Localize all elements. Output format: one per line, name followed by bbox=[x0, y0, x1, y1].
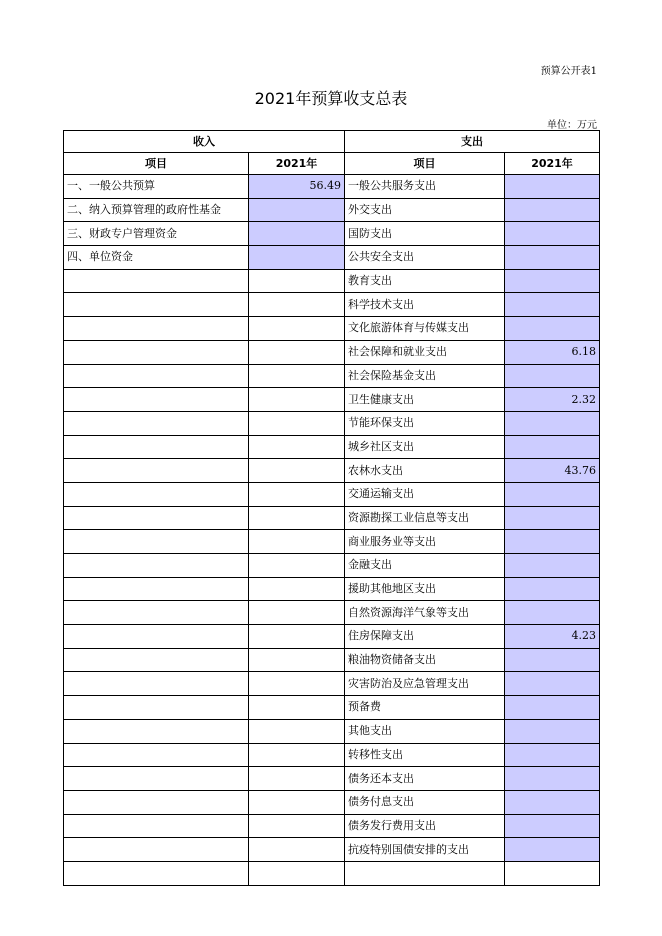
income-item-cell bbox=[64, 696, 249, 720]
expenditure-value-cell bbox=[505, 601, 600, 625]
income-item-cell bbox=[64, 625, 249, 649]
income-value-cell: 56.49 bbox=[249, 175, 345, 199]
income-item-cell bbox=[64, 269, 249, 293]
expenditure-item-cell: 住房保障支出 bbox=[345, 625, 505, 649]
income-item-cell: 一、一般公共预算 bbox=[64, 175, 249, 199]
expenditure-value-cell bbox=[505, 838, 600, 862]
income-item-cell bbox=[64, 506, 249, 530]
expenditure-item-cell: 一般公共服务支出 bbox=[345, 175, 505, 199]
expenditure-value-cell bbox=[505, 648, 600, 672]
expenditure-value-cell bbox=[505, 482, 600, 506]
group-header-row bbox=[64, 131, 600, 153]
table-row bbox=[64, 293, 600, 317]
table-row bbox=[64, 672, 600, 696]
expenditure-item-cell: 交通运输支出 bbox=[345, 482, 505, 506]
expenditure-item-cell: 外交支出 bbox=[345, 198, 505, 222]
page-title: 2021年预算收支总表 bbox=[254, 89, 408, 108]
income-item-cell: 三、财政专户管理资金 bbox=[64, 222, 249, 246]
income-item-cell bbox=[64, 364, 249, 388]
expenditure-item-cell: 其他支出 bbox=[345, 719, 505, 743]
income-item-header: 项目 bbox=[64, 153, 249, 175]
expenditure-value-cell bbox=[505, 577, 600, 601]
income-item-cell bbox=[64, 411, 249, 435]
expenditure-value-cell bbox=[505, 696, 600, 720]
expenditure-value-cell bbox=[505, 530, 600, 554]
expenditure-value-cell bbox=[505, 672, 600, 696]
expenditure-item-cell: 转移性支出 bbox=[345, 743, 505, 767]
income-value-cell bbox=[249, 506, 345, 530]
income-item-cell bbox=[64, 317, 249, 341]
income-value-cell bbox=[249, 790, 345, 814]
expenditure-value-cell bbox=[505, 435, 600, 459]
budget-table bbox=[63, 130, 600, 886]
income-value-cell bbox=[249, 269, 345, 293]
income-value-cell bbox=[249, 530, 345, 554]
income-value-cell bbox=[249, 719, 345, 743]
expenditure-value-cell bbox=[505, 814, 600, 838]
expenditure-value-cell: 4.23 bbox=[505, 625, 600, 649]
unit-label: 单位：万元 bbox=[547, 120, 597, 131]
expenditure-value-cell bbox=[505, 861, 600, 885]
income-value-cell bbox=[249, 459, 345, 483]
table-row bbox=[64, 814, 600, 838]
income-item-cell bbox=[64, 482, 249, 506]
income-item-cell bbox=[64, 838, 249, 862]
expenditure-header: 支出 bbox=[345, 131, 600, 153]
income-value-cell bbox=[249, 293, 345, 317]
income-item-cell bbox=[64, 672, 249, 696]
expenditure-item-cell: 社会保障和就业支出 bbox=[345, 340, 505, 364]
expenditure-item-header: 项目 bbox=[345, 153, 505, 175]
expenditure-item-cell: 援助其他地区支出 bbox=[345, 577, 505, 601]
income-value-cell bbox=[249, 838, 345, 862]
income-value-cell bbox=[249, 554, 345, 578]
expenditure-item-cell: 金融支出 bbox=[345, 554, 505, 578]
expenditure-item-cell: 商业服务业等支出 bbox=[345, 530, 505, 554]
table-row bbox=[64, 696, 600, 720]
expenditure-item-cell: 节能环保支出 bbox=[345, 411, 505, 435]
expenditure-value-cell bbox=[505, 198, 600, 222]
income-item-cell bbox=[64, 814, 249, 838]
table-row bbox=[64, 388, 600, 412]
income-value-cell bbox=[249, 672, 345, 696]
income-item-cell: 二、纳入预算管理的政府性基金 bbox=[64, 198, 249, 222]
income-value-cell bbox=[249, 411, 345, 435]
table-row bbox=[64, 790, 600, 814]
expenditure-value-cell bbox=[505, 364, 600, 388]
expenditure-value-cell bbox=[505, 767, 600, 791]
table-row bbox=[64, 246, 600, 270]
expenditure-item-cell: 预备费 bbox=[345, 696, 505, 720]
income-item-cell bbox=[64, 530, 249, 554]
expenditure-item-cell: 债务付息支出 bbox=[345, 790, 505, 814]
expenditure-value-cell bbox=[505, 269, 600, 293]
table-row bbox=[64, 530, 600, 554]
expenditure-value-cell: 2.32 bbox=[505, 388, 600, 412]
table-row bbox=[64, 222, 600, 246]
income-item-cell bbox=[64, 648, 249, 672]
income-value-cell bbox=[249, 861, 345, 885]
table-row bbox=[64, 198, 600, 222]
table-row bbox=[64, 317, 600, 341]
column-header-row bbox=[64, 153, 600, 175]
expenditure-item-cell: 卫生健康支出 bbox=[345, 388, 505, 412]
expenditure-item-cell: 公共安全支出 bbox=[345, 246, 505, 270]
income-item-cell bbox=[64, 790, 249, 814]
table-row bbox=[64, 625, 600, 649]
expenditure-value-cell bbox=[505, 506, 600, 530]
table-row bbox=[64, 577, 600, 601]
table-row bbox=[64, 861, 600, 885]
income-item-cell bbox=[64, 577, 249, 601]
income-item-cell bbox=[64, 601, 249, 625]
income-item-cell bbox=[64, 743, 249, 767]
expenditure-value-cell bbox=[505, 719, 600, 743]
income-value-cell bbox=[249, 696, 345, 720]
income-value-cell bbox=[249, 340, 345, 364]
expenditure-item-cell: 国防支出 bbox=[345, 222, 505, 246]
table-row bbox=[64, 364, 600, 388]
income-item-cell: 四、单位资金 bbox=[64, 246, 249, 270]
table-row bbox=[64, 340, 600, 364]
expenditure-item-cell: 农林水支出 bbox=[345, 459, 505, 483]
income-item-cell bbox=[64, 554, 249, 578]
table-row bbox=[64, 435, 600, 459]
income-header: 收入 bbox=[64, 131, 345, 153]
table-row bbox=[64, 459, 600, 483]
expenditure-item-cell: 灾害防治及应急管理支出 bbox=[345, 672, 505, 696]
income-value-cell bbox=[249, 364, 345, 388]
income-value-cell bbox=[249, 222, 345, 246]
expenditure-value-cell: 6.18 bbox=[505, 340, 600, 364]
expenditure-item-cell: 城乡社区支出 bbox=[345, 435, 505, 459]
expenditure-value-cell bbox=[505, 246, 600, 270]
expenditure-value-cell bbox=[505, 293, 600, 317]
income-item-cell bbox=[64, 293, 249, 317]
expenditure-item-cell: 抗疫特别国债安排的支出 bbox=[345, 838, 505, 862]
expenditure-item-cell: 文化旅游体育与传媒支出 bbox=[345, 317, 505, 341]
income-value-cell bbox=[249, 482, 345, 506]
table-row bbox=[64, 648, 600, 672]
table-row bbox=[64, 719, 600, 743]
income-value-cell bbox=[249, 767, 345, 791]
table-row bbox=[64, 838, 600, 862]
expenditure-year-header: 2021年 bbox=[505, 153, 600, 175]
expenditure-value-cell bbox=[505, 554, 600, 578]
expenditure-item-cell: 债务还本支出 bbox=[345, 767, 505, 791]
table-row bbox=[64, 411, 600, 435]
income-value-cell bbox=[249, 648, 345, 672]
expenditure-item-cell: 资源勘探工业信息等支出 bbox=[345, 506, 505, 530]
table-row bbox=[64, 601, 600, 625]
income-value-cell bbox=[249, 388, 345, 412]
income-value-cell bbox=[249, 435, 345, 459]
expenditure-item-cell: 社会保险基金支出 bbox=[345, 364, 505, 388]
table-row bbox=[64, 554, 600, 578]
income-item-cell bbox=[64, 861, 249, 885]
expenditure-item-cell: 教育支出 bbox=[345, 269, 505, 293]
expenditure-item-cell: 自然资源海洋气象等支出 bbox=[345, 601, 505, 625]
income-value-cell bbox=[249, 577, 345, 601]
expenditure-item-cell: 粮油物资储备支出 bbox=[345, 648, 505, 672]
income-item-cell bbox=[64, 767, 249, 791]
income-value-cell bbox=[249, 814, 345, 838]
expenditure-value-cell bbox=[505, 790, 600, 814]
expenditure-value-cell bbox=[505, 222, 600, 246]
income-value-cell bbox=[249, 625, 345, 649]
document-code: 预算公开表1 bbox=[540, 66, 597, 77]
income-value-cell bbox=[249, 198, 345, 222]
expenditure-value-cell bbox=[505, 411, 600, 435]
income-value-cell bbox=[249, 317, 345, 341]
income-item-cell bbox=[64, 435, 249, 459]
income-value-cell bbox=[249, 743, 345, 767]
expenditure-value-cell bbox=[505, 175, 600, 199]
expenditure-value-cell: 43.76 bbox=[505, 459, 600, 483]
income-value-cell bbox=[249, 601, 345, 625]
income-item-cell bbox=[64, 719, 249, 743]
table-row bbox=[64, 506, 600, 530]
income-value-cell bbox=[249, 246, 345, 270]
table-row bbox=[64, 743, 600, 767]
table-row bbox=[64, 767, 600, 791]
income-year-header: 2021年 bbox=[249, 153, 345, 175]
income-item-cell bbox=[64, 459, 249, 483]
table-row bbox=[64, 175, 600, 199]
income-item-cell bbox=[64, 340, 249, 364]
expenditure-item-cell bbox=[345, 861, 505, 885]
table-row bbox=[64, 269, 600, 293]
expenditure-value-cell bbox=[505, 317, 600, 341]
expenditure-value-cell bbox=[505, 743, 600, 767]
expenditure-item-cell: 债务发行费用支出 bbox=[345, 814, 505, 838]
expenditure-item-cell: 科学技术支出 bbox=[345, 293, 505, 317]
table-row bbox=[64, 482, 600, 506]
income-item-cell bbox=[64, 388, 249, 412]
table-body bbox=[64, 175, 600, 886]
